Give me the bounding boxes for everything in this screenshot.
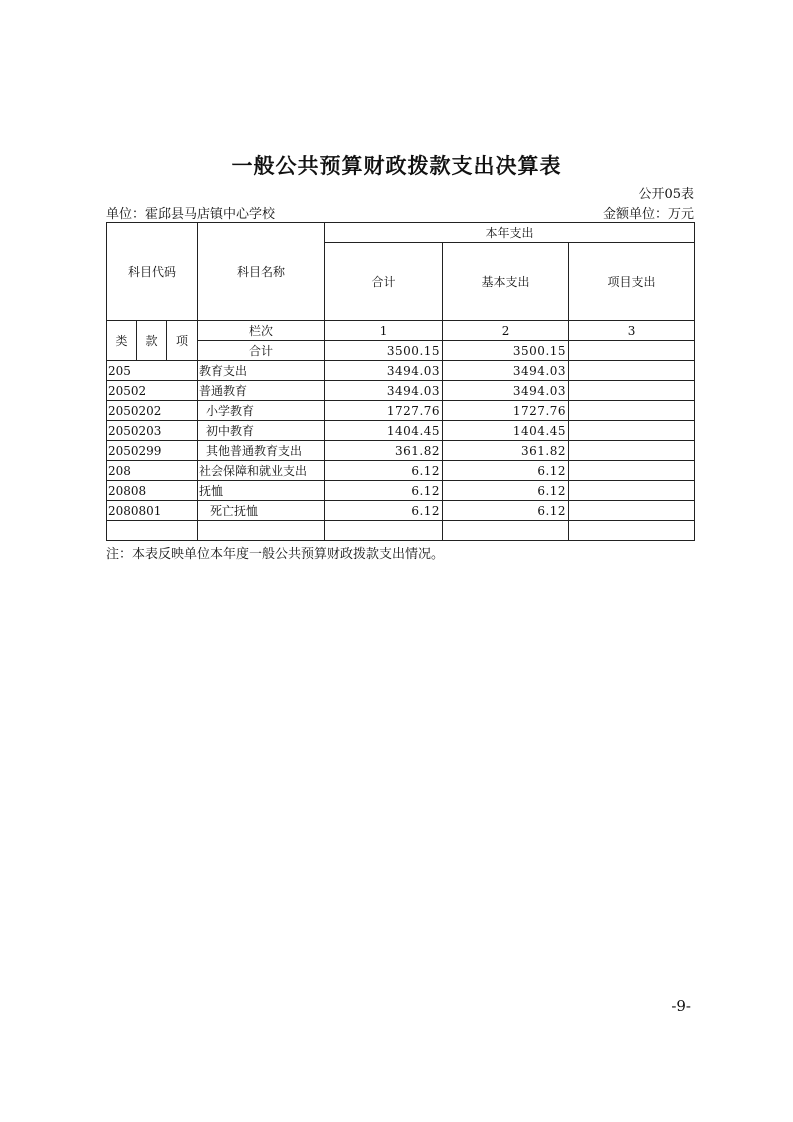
row-total — [325, 521, 443, 541]
row-total: 1404.45 — [325, 421, 443, 441]
row-name: 教育支出 — [198, 361, 325, 381]
row-total: 1727.76 — [325, 401, 443, 421]
col-number-3: 3 — [569, 321, 695, 341]
row-project — [569, 421, 695, 441]
total-row-project — [569, 341, 695, 361]
header-lei: 类 — [107, 321, 137, 361]
table-row — [107, 521, 695, 541]
row-code — [107, 521, 198, 541]
table-row — [107, 441, 695, 461]
header-project: 项目支出 — [569, 243, 695, 321]
table-row — [107, 401, 695, 421]
row-basic: 6.12 — [443, 501, 569, 521]
row-project — [569, 381, 695, 401]
header-total: 合计 — [325, 243, 443, 321]
total-row-basic: 3500.15 — [443, 341, 569, 361]
table-row — [107, 461, 695, 481]
row-total: 361.82 — [325, 441, 443, 461]
row-code: 2050202 — [107, 401, 198, 421]
total-row-total: 3500.15 — [325, 341, 443, 361]
row-total: 6.12 — [325, 461, 443, 481]
row-code: 2080801 — [107, 501, 198, 521]
page-title: 一般公共预算财政拨款支出决算表 — [231, 153, 562, 178]
form-number: 公开05表 — [638, 187, 694, 202]
row-project — [569, 441, 695, 461]
unit-label: 单位：霍邱县马店镇中心学校 — [106, 207, 276, 222]
row-total: 3494.03 — [325, 361, 443, 381]
header-current-year: 本年支出 — [325, 223, 695, 243]
row-project — [569, 361, 695, 381]
header-subject-name: 科目名称 — [198, 223, 325, 321]
row-basic: 361.82 — [443, 441, 569, 461]
row-code: 208 — [107, 461, 198, 481]
header-xiang: 项 — [167, 321, 198, 361]
row-basic: 1727.76 — [443, 401, 569, 421]
row-name: 普通教育 — [198, 381, 325, 401]
row-name: 小学教育 — [198, 401, 325, 421]
row-code: 20502 — [107, 381, 198, 401]
page-number: -9- — [671, 997, 691, 1015]
row-name: 其他普通教育支出 — [198, 441, 325, 461]
row-basic: 1404.45 — [443, 421, 569, 441]
row-basic: 3494.03 — [443, 361, 569, 381]
row-code: 2050203 — [107, 421, 198, 441]
row-code: 2050299 — [107, 441, 198, 461]
row-code: 20808 — [107, 481, 198, 501]
row-basic: 6.12 — [443, 481, 569, 501]
row-name: 死亡抚恤 — [198, 501, 325, 521]
header-row-label: 栏次 — [198, 321, 325, 341]
table-note: 注：本表反映单位本年度一般公共预算财政拨款支出情况。 — [106, 547, 445, 562]
row-project — [569, 521, 695, 541]
header-subject-code: 科目代码 — [107, 223, 198, 321]
row-total: 3494.03 — [325, 381, 443, 401]
row-basic: 6.12 — [443, 461, 569, 481]
row-name: 社会保障和就业支出 — [198, 461, 325, 481]
row-name: 抚恤 — [198, 481, 325, 501]
expenditure-table — [106, 222, 695, 541]
table-row — [107, 501, 695, 521]
row-project — [569, 501, 695, 521]
table-row — [107, 381, 695, 401]
table-row — [107, 361, 695, 381]
col-number-1: 1 — [325, 321, 443, 341]
row-name — [198, 521, 325, 541]
money-unit-label: 金额单位：万元 — [602, 207, 694, 222]
total-row-label: 合计 — [198, 341, 325, 361]
row-total: 6.12 — [325, 501, 443, 521]
table-row — [107, 481, 695, 501]
row-project — [569, 401, 695, 421]
row-basic: 3494.03 — [443, 381, 569, 401]
header-basic: 基本支出 — [443, 243, 569, 321]
row-total: 6.12 — [325, 481, 443, 501]
header-kuan: 款 — [137, 321, 167, 361]
row-project — [569, 481, 695, 501]
table-row — [107, 421, 695, 441]
row-basic — [443, 521, 569, 541]
row-code: 205 — [107, 361, 198, 381]
col-number-2: 2 — [443, 321, 569, 341]
row-project — [569, 461, 695, 481]
row-name: 初中教育 — [198, 421, 325, 441]
